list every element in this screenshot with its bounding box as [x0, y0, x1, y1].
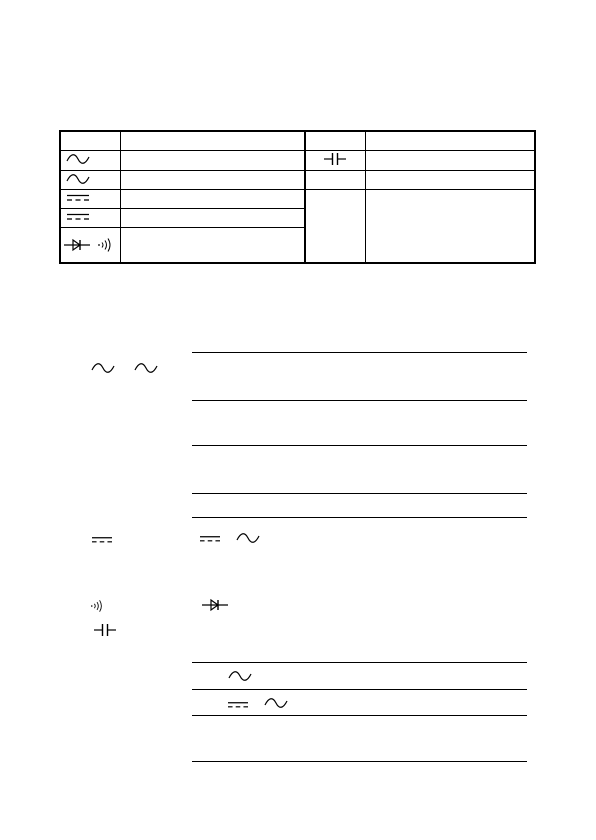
capacitor-icon — [93, 624, 117, 636]
ac-wave-icon — [66, 153, 90, 165]
table-col-divider-2 — [304, 132, 306, 262]
section-rule-4 — [192, 493, 527, 494]
dc-line-icon — [67, 213, 89, 221]
section-rule-8 — [192, 715, 527, 716]
table-col-divider-3 — [365, 132, 366, 262]
continuity-sound-icon — [97, 238, 113, 252]
ac-wave-icon — [236, 532, 260, 544]
ac-wave-icon — [134, 362, 158, 374]
ac-wave-icon — [66, 173, 90, 185]
table-row-divider-right-1 — [304, 150, 536, 151]
diode-icon — [64, 239, 90, 251]
symbol-table — [59, 130, 536, 264]
table-row-divider-right-3 — [304, 189, 536, 190]
table-row-divider-left-3 — [61, 189, 304, 190]
ac-wave-icon — [91, 362, 115, 374]
section-rule-7 — [192, 689, 527, 690]
table-col-divider-1 — [120, 132, 121, 262]
section-rule-1 — [192, 352, 527, 353]
section-rule-5 — [192, 517, 527, 518]
section-rule-2 — [192, 400, 527, 401]
section-rule-3 — [192, 445, 527, 446]
ac-wave-icon — [228, 670, 252, 682]
section-rule-9 — [192, 761, 527, 762]
dc-line-icon — [67, 194, 89, 202]
section-rule-6 — [192, 662, 527, 663]
table-row-divider-left-2 — [61, 170, 304, 171]
ac-wave-icon — [264, 697, 288, 709]
dc-line-icon — [228, 701, 248, 709]
diode-icon — [199, 599, 231, 611]
continuity-sound-icon — [90, 599, 104, 613]
table-row-divider-right-2 — [304, 170, 536, 171]
table-row-divider-left-1 — [61, 150, 304, 151]
capacitor-icon — [324, 153, 346, 165]
table-row-divider-left-4 — [61, 208, 304, 209]
dc-line-icon — [92, 536, 112, 544]
dc-line-icon — [200, 535, 220, 543]
table-row-divider-left-5 — [61, 227, 304, 228]
